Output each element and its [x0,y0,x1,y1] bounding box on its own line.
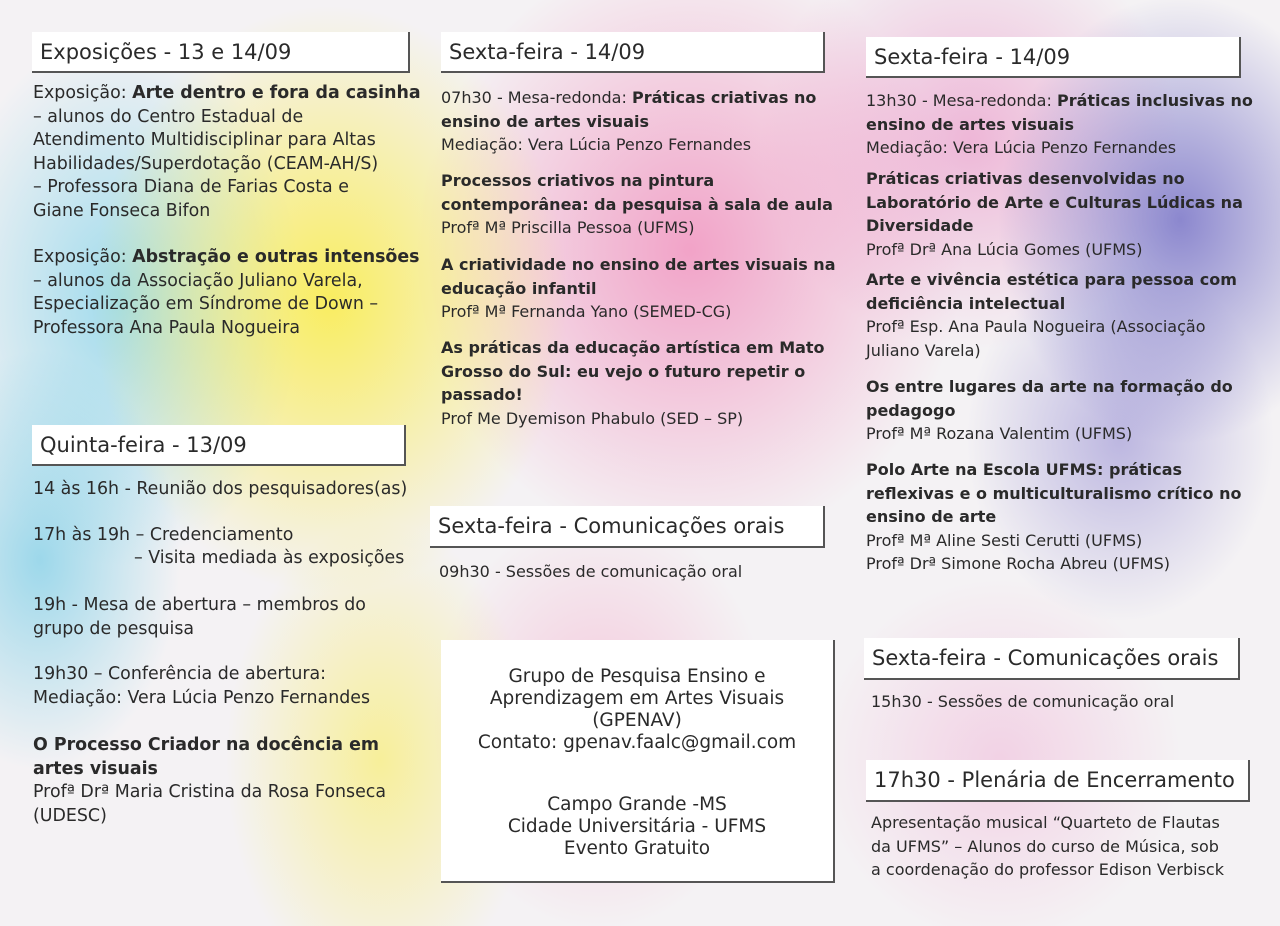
expo-2 [33,246,420,340]
quinta-processo [33,734,386,828]
quinta-credenciamento: 17h às 19h – Credenciamento [33,525,294,545]
header-quinta [32,425,406,466]
contact-card [441,640,835,883]
quinta-visita: – Visita mediada às exposições [134,548,405,568]
header-exposicoes [32,32,410,73]
header-comunicacoes-col3-label: Sexta-feira - Comunicações orais [872,646,1219,670]
header-plenaria-label: 17h30 - Plenária de Encerramento [874,768,1235,792]
header-comunicacoes-col3 [864,638,1240,680]
expo-1-line: Habilidades/Superdotação (CEAM-AH/S) [33,153,379,174]
talk-author: Profª Mª Fernanda Yano (SEMED-CG) [441,302,732,321]
expo-1-line: Atendimento Multidisciplinar para Altas [33,130,376,150]
header-plenaria [866,760,1250,802]
talk-item: Práticas criativas desenvolvidas no Laboratório de Arte e Culturas Lúdicas na Diversidade Profª Drª Ana Lúcia Gomes (UFMS) [866,167,1243,261]
expo-1-title-line: Exposição: Arte dentro e fora da casinha [33,83,421,103]
header-comunicacoes-col2-label: Sexta-feira - Comunicações orais [438,514,785,538]
header-sexta-col2-label: Sexta-feira - 14/09 [449,39,646,64]
talk-item: Arte e vivência estética para pessoa com deficiência intelectual Profª Esp. Ana Paula Nogueira (Associação Juliano Varela) [866,268,1237,362]
mesa-tarde-mediacao: Mediação: Vera Lúcia Penzo Fernandes [866,138,1177,157]
expo-2-title-line: Exposição: Abstração e outras intensões [33,247,420,267]
header-sexta-col3-label: Sexta-feira - 14/09 [874,44,1071,69]
header-comunicacoes-col2 [430,506,825,548]
talk-author: Prof Me Dyemison Phabulo (SED – SP) [441,408,744,428]
expo-1 [33,82,421,223]
talk-author: Profª Mª Aline Sesti Cerutti (UFMS) [866,530,1143,550]
mesa-tarde-title: Práticas inclusivas no [1056,91,1253,110]
header-quinta-label: Quinta-feira - 13/09 [40,432,247,457]
processo-author: Profª Drª Maria Cristina da Rosa Fonseca [33,782,386,802]
comunicacao-manha: 09h30 - Sessões de comunicação oral [439,562,743,581]
processo-title: O Processo Criador na docência em [33,735,380,755]
talk-author: Juliano Varela) [866,340,981,360]
expo-2-line: Professora Ana Paula Nogueira [33,317,301,338]
plenaria-text: Apresentação musical “Quarteto de Flautas da UFMS” – Alunos do curso de Música, sob a coordenação do professor Edison Verbisck [871,813,1224,879]
talk-author: Profª Mª Priscilla Pessoa (UFMS) [441,218,695,237]
talk-author: Profª Esp. Ana Paula Nogueira (Associação [866,317,1206,336]
contact-email: Contato: gpenav.faalc@gmail.com [477,732,797,753]
expo-2-title: Abstração e outras intensões [132,247,420,267]
talk-author: Profª Drª Ana Lúcia Gomes (UFMS) [866,239,1143,259]
mesa-manha-title: Práticas criativas no [631,88,817,107]
mesa-tarde-title: ensino de artes visuais [866,114,1074,134]
expo-2-line: Especialização em Síndrome de Down – [33,294,379,314]
talk-author: Profª Drª Simone Rocha Abreu (UFMS) [866,554,1170,573]
processo-title: artes visuais [33,758,158,779]
expo-2-line: – alunos da Associação Juliano Varela, [33,270,363,291]
talk-item: Polo Arte na Escola UFMS: práticas reflexivas e o multiculturalismo crítico no ensino de arte Profª Mª Aline Sesti Cerutti (UFMS) Profª Drª Simone Rocha Abreu (UFMS) [866,458,1241,576]
mesa-manha: 07h30 - Mesa-redonda: Práticas criativas no ensino de artes visuais Mediação: Vera Lúcia Penzo Fernandes [441,86,816,157]
group-info: Grupo de Pesquisa Ensino e Aprendizagem em Artes Visuais (GPENAV) Contato: gpenav.faalc@gmail.com [441,666,833,754]
header-sexta-col3 [866,37,1241,78]
mesa-tarde: 13h30 - Mesa-redonda: Práticas inclusivas no ensino de artes visuais Mediação: Vera Lúcia Penzo Fernandes [866,89,1253,160]
talk-item: A criatividade no ensino de artes visuais na educação infantil Profª Mª Fernanda Yano (SEMED-CG) [441,253,835,324]
quinta-reuniao: 14 às 16h - Reunião dos pesquisadores(as) [33,479,408,499]
talk-item: As práticas da educação artística em Mato Grosso do Sul: eu vejo o futuro repetir o passado! Prof Me Dyemison Phabulo (SED – SP) [441,336,825,430]
processo-author: (UDESC) [33,805,107,826]
talk-author: Profª Mª Rozana Valentim (UFMS) [866,424,1133,443]
comunicacao-tarde: 15h30 - Sessões de comunicação oral [871,692,1175,711]
header-sexta-col2 [441,32,825,73]
expo-1-title: Arte dentro e fora da casinha [132,83,421,103]
mesa-manha-mediacao: Mediação: Vera Lúcia Penzo Fernandes [441,135,752,154]
location-info: Campo Grande -MS Cidade Universitária - UFMS Evento Gratuito [507,794,767,859]
talk-item: Os entre lugares da arte na formação do pedagogo Profª Mª Rozana Valentim (UFMS) [866,375,1233,446]
mesa-manha-title: ensino de artes visuais [441,111,649,131]
quinta-conferencia: 19h30 – Conferência de abertura: Mediação: Vera Lúcia Penzo Fernandes [33,664,371,708]
talk-item: Processos criativos na pintura contemporânea: da pesquisa à sala de aula Profª Mª Priscilla Pessoa (UFMS) [441,169,833,240]
header-exposicoes-label: Exposições - 13 e 14/09 [40,39,292,64]
expo-1-line: – alunos do Centro Estadual de [33,106,304,127]
quinta-mesa: 19h - Mesa de abertura – membros do grupo de pesquisa [33,595,366,639]
expo-1-line: – Professora Diana de Farias Costa e [33,177,349,197]
expo-1-line: Giane Fonseca Bifon [33,200,211,221]
